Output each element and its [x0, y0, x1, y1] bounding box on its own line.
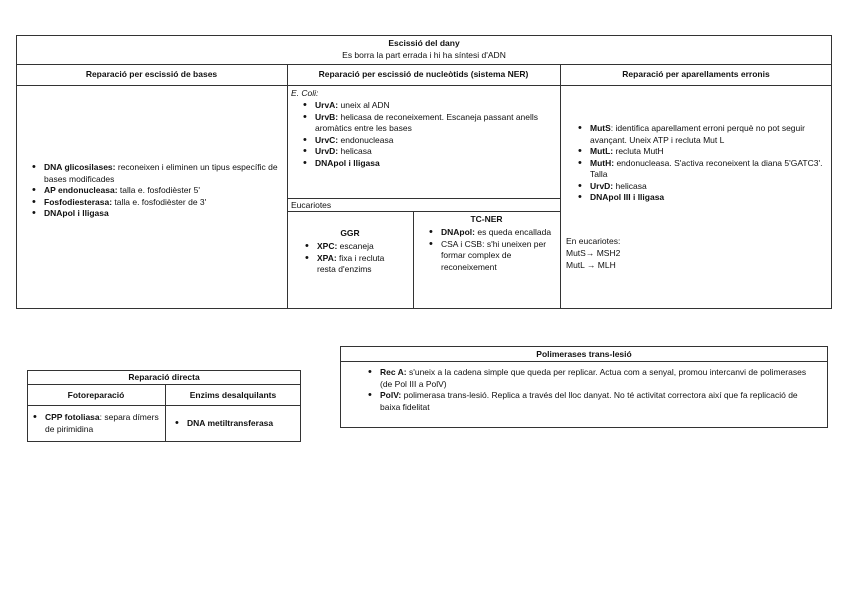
excision-subtitle: Es borra la part errada i hi ha síntesi d'ADN: [342, 50, 506, 60]
list-item: • DNApol: es queda encallada: [427, 227, 555, 239]
list-item: • MutH: endonucleasa. S'activa reconeixent la diana 5'GATC3'. Talla: [576, 158, 828, 181]
list-item: • CPP fotoliasa: separa dímers de pirimidina: [31, 412, 161, 435]
list-item: • UrvA: uneix al ADN: [301, 100, 551, 112]
photoreactivation-list: [31, 412, 161, 435]
translesion-title: Polimerases trans-lesió: [536, 349, 632, 359]
divider: [287, 198, 560, 199]
tcner-title: TC-NER: [470, 214, 503, 224]
ecoli-label: E. Coli:: [291, 88, 319, 98]
divider: [287, 64, 288, 309]
list-item: • CSA i CSB: s'hi uneixen per formar complex de reconeixement: [427, 239, 555, 274]
divider: [27, 384, 301, 385]
tcner-list: [427, 227, 555, 273]
mmr-eukaryotes-line: MutL → MLH: [566, 260, 616, 270]
translesion-list: [366, 367, 816, 413]
list-item: • DNApol i lligasa: [301, 158, 551, 170]
column-header-ber: Reparació per escissió de bases: [85, 69, 218, 79]
divider: [287, 211, 560, 212]
excision-title: Escissió del dany: [388, 38, 460, 48]
list-item: • UrvC: endonucleasa: [301, 135, 551, 147]
divider: [27, 405, 301, 406]
list-item: • UrvB: helicasa de reconeixement. Escaneja passant anells aromàtics entre les bases: [301, 112, 551, 135]
list-item: • UrvD: helicasa: [576, 181, 828, 193]
list-item: • MutL: recluta MutH: [576, 146, 828, 158]
list-item: • DNA metiltransferasa: [173, 418, 299, 430]
list-item: • DNA glicosilases: reconeixen i eliminen un tipus específic de bases modificades: [30, 162, 280, 185]
ggr-title: GGR: [340, 228, 360, 238]
divider: [16, 64, 832, 65]
list-item: • DNApol III i lligasa: [576, 192, 828, 204]
mmr-list: [576, 123, 828, 204]
eukaryotes-label: Eucariotes: [291, 200, 332, 210]
divider: [413, 211, 414, 309]
list-item: • PolV: polimerasa trans-lesió. Replica a través del lloc danyat. No té activitat correctora així que fa replicació de baixa fidelitat: [366, 390, 816, 413]
dealkylating-list: [173, 418, 299, 430]
divider: [16, 85, 832, 86]
ecoli-list: [301, 100, 551, 169]
mmr-eukaryotes-line: MutS→ MSH2: [566, 248, 621, 258]
list-item: • UrvD: helicasa: [301, 146, 551, 158]
list-item: • Rec A: s'uneix a la cadena simple que queda per replicar. Actua com a senyal, promou intercanvi de polimerases (de Pol III a PolV): [366, 367, 816, 390]
divider: [340, 361, 828, 362]
list-item: • MutS: identifica aparellament erroni perquè no pot seguir avançant. Uneix ATP i recluta Mut L: [576, 123, 828, 146]
ggr-list: [303, 241, 405, 276]
mmr-eukaryotes-label: En eucariotes:: [566, 236, 621, 246]
direct-repair-title: Reparació directa: [128, 372, 200, 382]
list-item: • XPA: fixa i recluta resta d'enzims: [303, 253, 405, 276]
column-header-mmr: Reparació per aparellaments erronis: [622, 69, 770, 79]
list-item: • XPC: escaneja: [303, 241, 405, 253]
ber-list: [30, 162, 280, 220]
divider: [560, 64, 561, 309]
photoreactivation-header: Fotoreparació: [67, 390, 125, 400]
list-item: • Fosfodiesterasa: talla e. fosfodièster de 3': [30, 197, 280, 209]
dealkylating-header: Enzims desalquilants: [189, 390, 277, 400]
column-header-ner: Reparació per escissió de nucleòtids (sistema NER): [318, 69, 529, 79]
list-item: • DNApol i lligasa: [30, 208, 280, 220]
list-item: • AP endonucleasa: talla e. fosfodièster 5': [30, 185, 280, 197]
